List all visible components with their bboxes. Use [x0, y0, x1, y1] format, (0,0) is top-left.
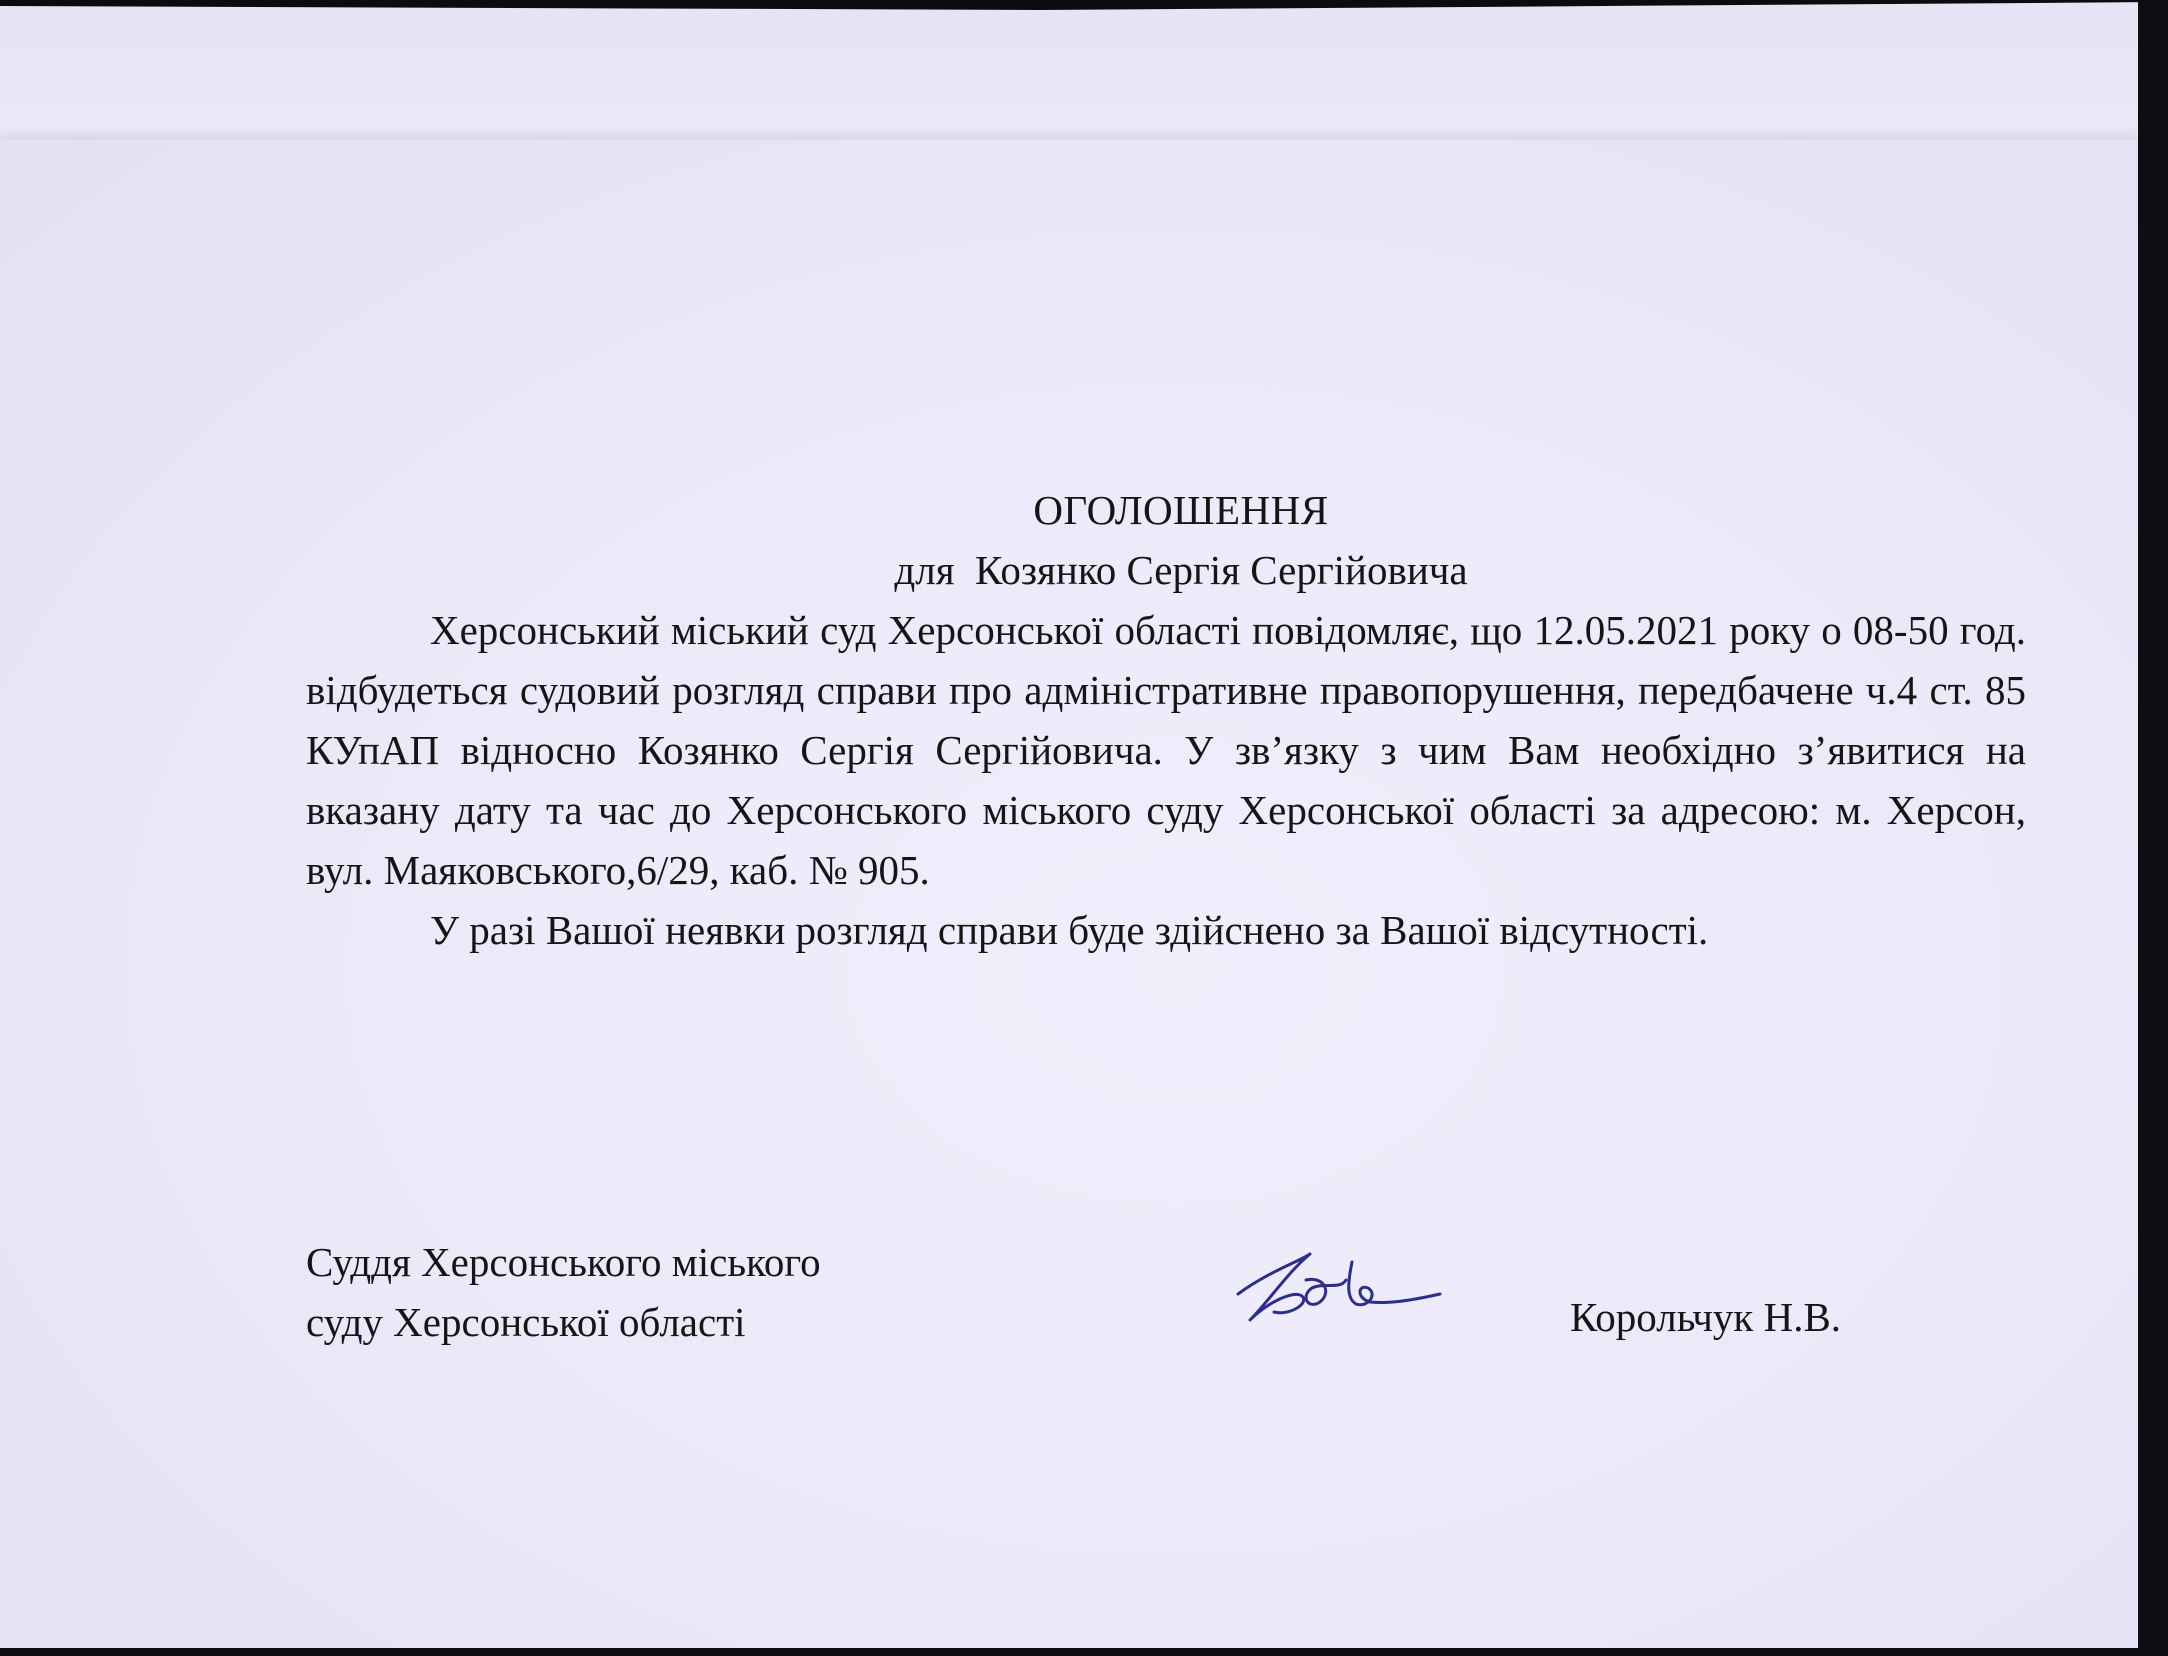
judge-name: Корольчук Н.В.	[1570, 1294, 1842, 1340]
handwritten-signature	[1228, 1232, 1448, 1342]
notice-addressee: для Козянко Сергія Сергійовича	[894, 547, 1468, 593]
judge-position	[306, 1232, 821, 1352]
notice-paragraph-main: Херсонський міський суд Херсонської області повідомляє, що 12.05.2021 року о 08-50 год. відбудеться судовий розгляд справи про адміністративне правопорушення, передбачене ч.4 ст. 85 КУпАП відносно Козянко Сергія Сергійовича. У зв’язку з чим Вам необхідно з’явитися на вказану дату та час до Херсонського міського суду Херсонської області за адресою: м. Херсон, вул. Маяковського,6/29, каб. № 905.	[306, 607, 2026, 893]
judge-position-line2: суду Херсонської області	[306, 1299, 746, 1345]
judge-position-line1: Суддя Херсонського міського	[306, 1239, 821, 1285]
notice-title: ОГОЛОШЕННЯ	[1033, 487, 1329, 533]
back-sheet	[0, 0, 2168, 148]
background-right-edge	[2138, 0, 2168, 1656]
background-bottom-edge	[0, 1648, 2168, 1656]
notice-paragraph-absence: У разі Вашої неявки розгляд справи буде здійснено за Вашої відсутності.	[430, 907, 1709, 953]
notice-body	[306, 480, 2026, 960]
